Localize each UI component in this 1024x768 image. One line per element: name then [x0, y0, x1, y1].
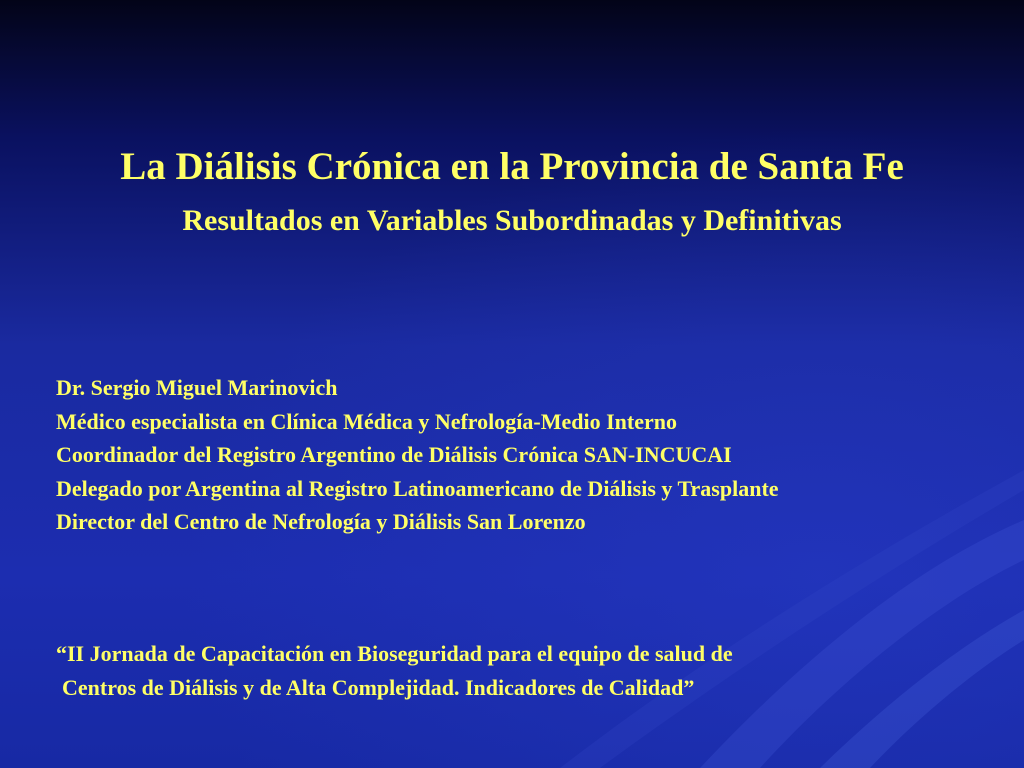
slide-subtitle: Resultados en Variables Subordinadas y Definitivas	[182, 204, 842, 237]
slide-title: La Diálisis Crónica en la Provincia de Santa Fe	[120, 145, 904, 188]
event-title-line-1: “II Jornada de Capacitación en Bioseguridad para el equipo de salud de	[56, 641, 733, 666]
event-info-block	[56, 637, 1006, 704]
author-info-block	[56, 371, 1006, 539]
author-name: Dr. Sergio Miguel Marinovich	[56, 375, 338, 400]
event-title-line-2: Centros de Diálisis y de Alta Complejidad. Indicadores de Calidad”	[62, 674, 695, 700]
author-role-delegate: Delegado por Argentina al Registro Latinoamericano de Diálisis y Trasplante	[56, 475, 779, 501]
author-specialty: Médico especialista en Clínica Médica y Nefrología-Medio Interno	[56, 408, 677, 434]
author-role-director: Director del Centro de Nefrología y Diálisis San Lorenzo	[56, 509, 586, 534]
author-role-coordinator: Coordinador del Registro Argentino de Diálisis Crónica SAN-INCUCAI	[56, 442, 732, 467]
